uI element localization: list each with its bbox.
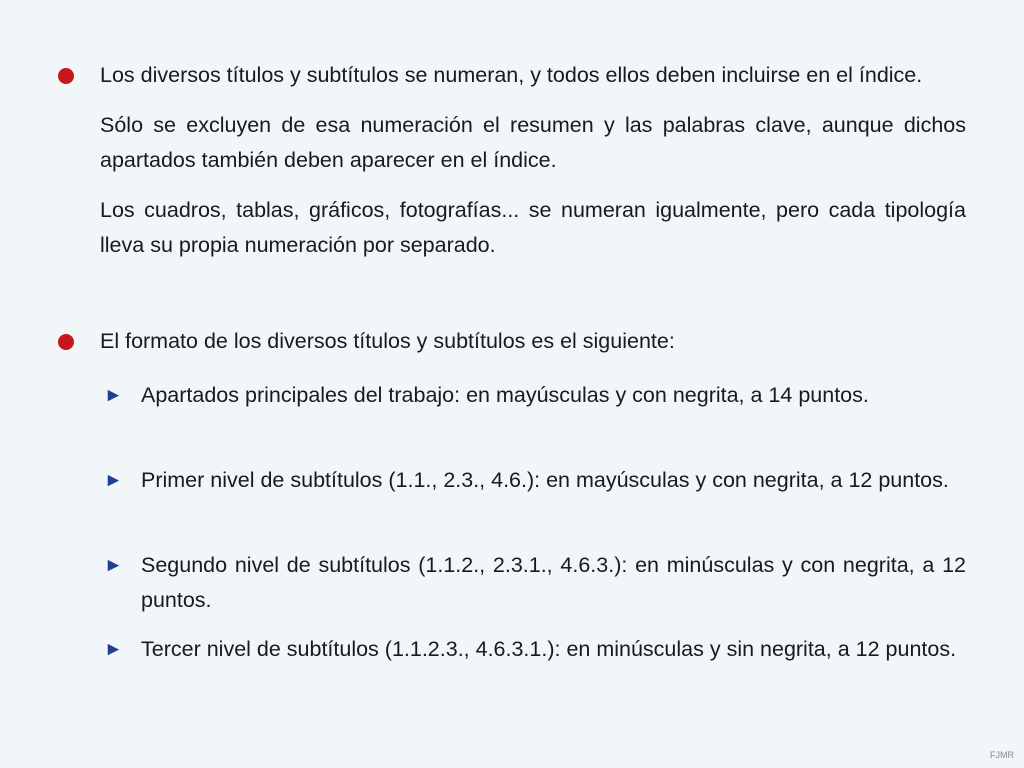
sub-item: [104, 463, 966, 498]
sub-item-text: Segundo nivel de subtítulos (1.1.2., 2.3.1., 4.6.3.): en minúsculas y con negrita, a 12 puntos.: [141, 553, 966, 612]
bullet-paragraph: Los cuadros, tablas, gráficos, fotografías... se numeran igualmente, pero cada tipología lleva su propia numeración por separado.: [100, 198, 966, 257]
sub-item: [104, 548, 966, 618]
sub-item-text: Primer nivel de subtítulos (1.1., 2.3., 4.6.): en mayúsculas y con negrita, a 12 puntos.: [141, 468, 949, 492]
arrow-bullet-icon: ►: [104, 555, 123, 576]
arrow-bullet-icon: ►: [104, 470, 123, 491]
arrow-bullet-icon: ►: [104, 639, 123, 660]
sub-item: [104, 632, 966, 667]
bullet-paragraph: El formato de los diversos títulos y subtítulos es el siguiente:: [100, 329, 675, 353]
bullet-format: [58, 324, 966, 359]
sub-item: [104, 378, 966, 413]
bullet-paragraph: Sólo se excluyen de esa numeración el resumen y las palabras clave, aunque dichos apartados también deben aparecer en el índice.: [100, 113, 966, 172]
sub-item-text: Apartados principales del trabajo: en mayúsculas y con negrita, a 14 puntos.: [141, 383, 869, 407]
bullet-paragraph: Los diversos títulos y subtítulos se numeran, y todos ellos deben incluirse en el índice.: [100, 63, 923, 87]
footer-initials: FJMR: [990, 750, 1014, 760]
bullet-dot: [58, 68, 74, 84]
bullet-numbering: [58, 58, 966, 263]
bullet-dot: [58, 334, 74, 350]
arrow-bullet-icon: ►: [104, 385, 123, 406]
sub-item-text: Tercer nivel de subtítulos (1.1.2.3., 4.6.3.1.): en minúsculas y sin negrita, a 12 puntos.: [141, 637, 957, 661]
